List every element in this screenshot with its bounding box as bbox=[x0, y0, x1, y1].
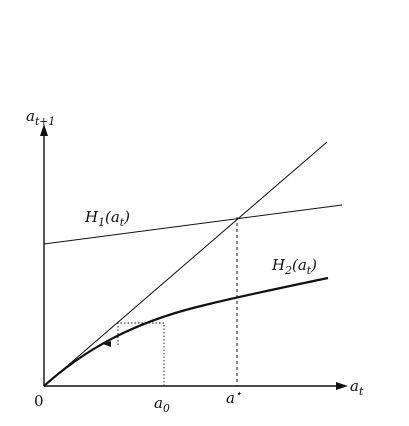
h2-curve bbox=[44, 278, 328, 386]
a0-label: $a_0$ bbox=[154, 394, 170, 415]
y-axis-label: $a_{t+1}$ bbox=[26, 107, 56, 128]
x-axis-arrow-icon bbox=[336, 382, 348, 390]
origin-label: 0 bbox=[34, 392, 44, 410]
a-star-label: a⋆ bbox=[226, 387, 242, 407]
h1-label: $H_1(a_t)$ bbox=[85, 208, 130, 229]
x-axis-label: $a_t$ bbox=[350, 377, 364, 398]
h2-label: $H_2(a_t)$ bbox=[272, 256, 317, 277]
